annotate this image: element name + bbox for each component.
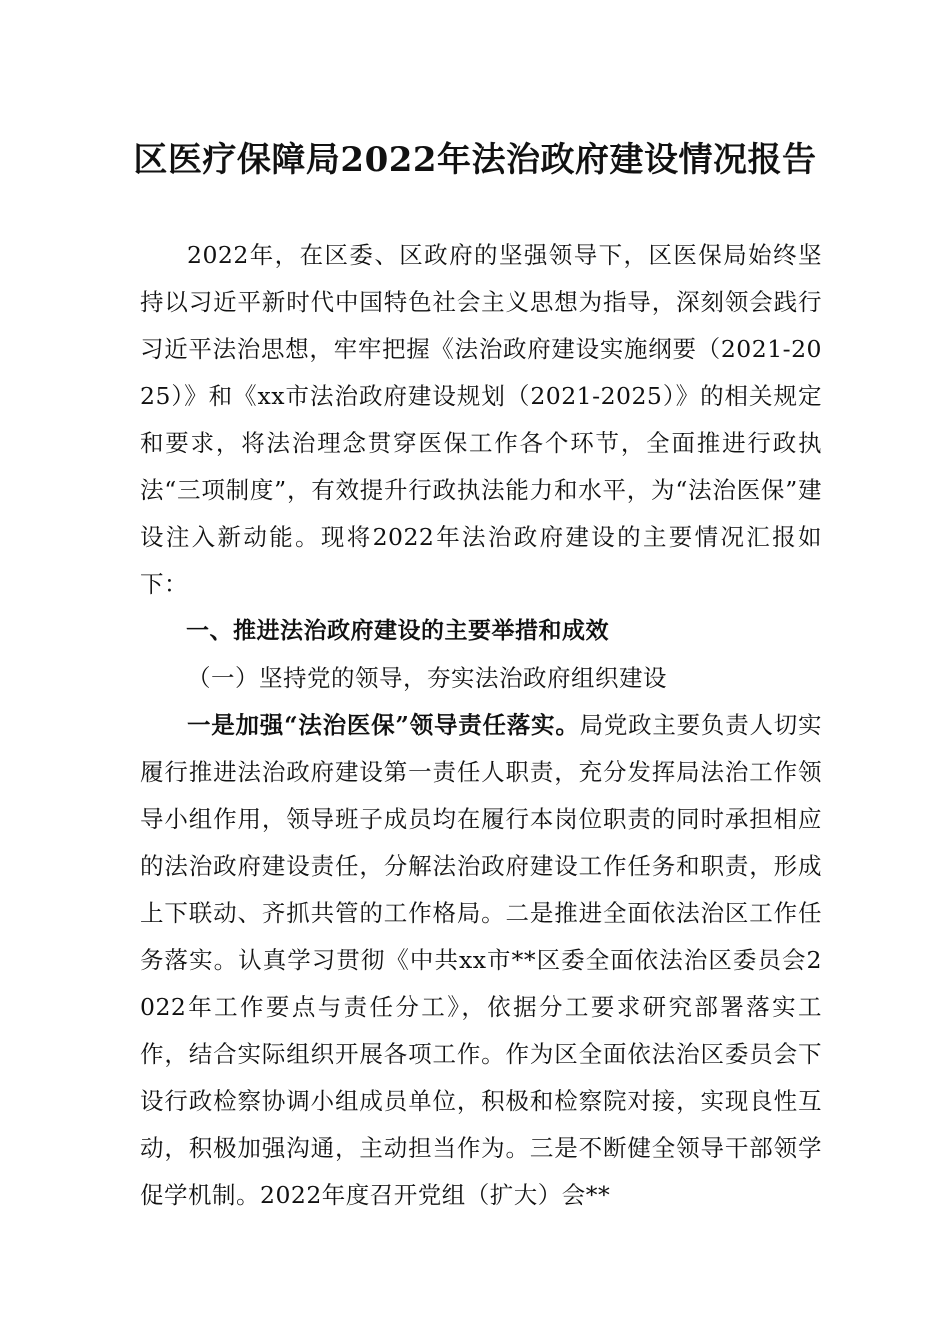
body-paragraph — [140, 702, 822, 1219]
document-body — [140, 232, 822, 1219]
paragraph-body: 局党政主要负责人切实履行推进法治政府建设第一责任人职责，充分发挥局法治工作领导小组作用，领导班子成员均在履行本岗位职责的同时承担相应的法治政府建设责任，分解法治政府建设工作任务和职责，形成上下联动、齐抓共管的工作格局。二是推进全面依法治区工作任务落实。认真学习贯彻《中共xx市**区委全面依法治区委员会2022年工作要点与责任分工》，依据分工要求研究部署落实工作，结合实际组织开展各项工作。作为区全面依法治区委员会下设行政检察协调小组成员单位，积极和检察院对接，实现良性互动，积极加强沟通，主动担当作为。三是不断健全领导干部领学促学机制。2022年度召开党组（扩大）会** — [140, 711, 823, 1209]
document-title: 区医疗保障局2022年法治政府建设情况报告 — [133, 140, 817, 180]
paragraph-lead: 一是加强“法治医保”领导责任落实。 — [187, 711, 580, 739]
section-heading: 一、推进法治政府建设的主要举措和成效 — [186, 618, 609, 644]
subsection-heading: （一）坚持党的领导，夯实法治政府组织建设 — [187, 664, 667, 692]
intro-paragraph: 2022年，在区委、区政府的坚强领导下，区医保局始终坚持以习近平新时代中国特色社会主义思想为指导，深刻领会践行习近平法治思想，牢牢把握《法治政府建设实施纲要（2021-2025）》和《xx市法治政府建设规划（2021-2025）》的相关规定和要求，将法治理念贯穿医保工作各个环节，全面推进行政执法“三项制度”，有效提升行政执法能力和水平，为“法治医保”建设注入新动能。现将2022年法治政府建设的主要情况汇报如下： — [140, 241, 822, 598]
